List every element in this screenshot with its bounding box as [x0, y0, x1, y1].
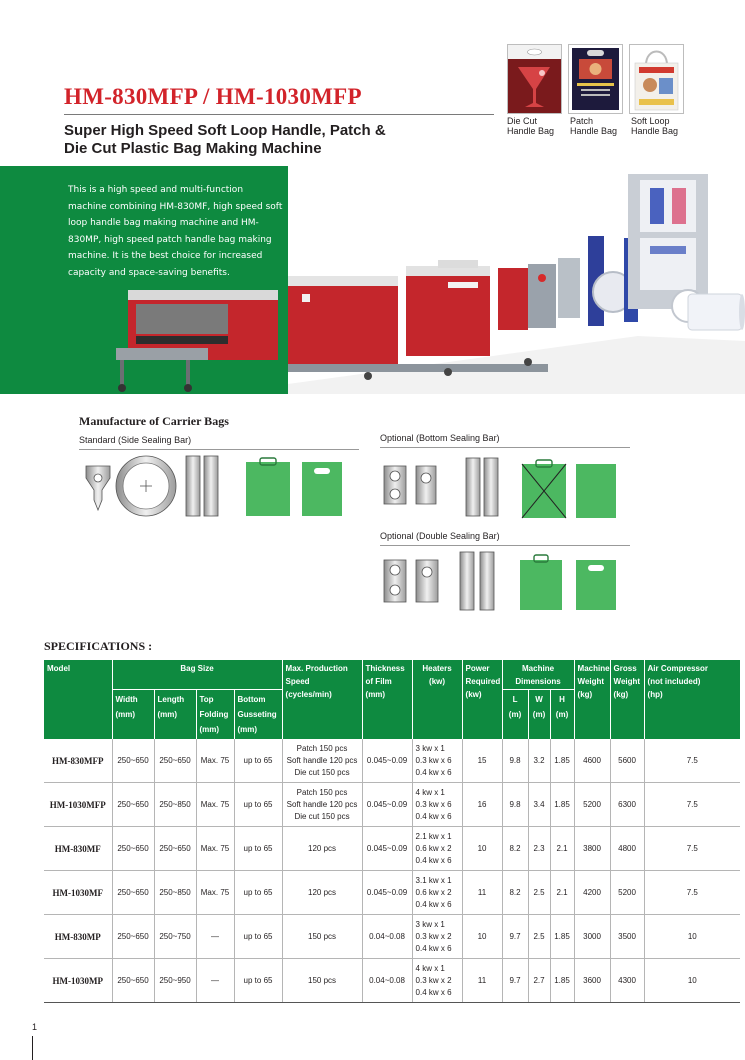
cell-w: 3.2	[528, 739, 550, 783]
cell-model: HM-1030MF	[44, 871, 112, 915]
manufacture-title: Manufacture of Carrier Bags	[79, 414, 229, 428]
table-row	[44, 915, 740, 959]
cell-h: 2.1	[550, 871, 574, 915]
cell-machine-weight: 3600	[574, 959, 610, 1003]
cell-line: 0.4 kw x 6	[415, 811, 452, 821]
patch-bag-photo	[568, 44, 623, 114]
col-machine-weight: Machine Weight (kg)	[574, 660, 610, 739]
cell-line: Soft handle 120 pcs	[286, 755, 358, 765]
die-cut-bag-photo	[507, 44, 562, 114]
optional-double-label: Optional (Double Sealing Bar)	[380, 531, 500, 541]
cell-power: 10	[462, 827, 502, 871]
col-heaters: Heaters (kw)	[412, 660, 462, 739]
cell-air: 7.5	[644, 739, 740, 783]
cell-line: 120 pcs	[308, 843, 337, 853]
soft-loop-bag-caption: Soft Loop Handle Bag	[631, 116, 679, 136]
cell-thickness: 0.04~0.08	[362, 959, 412, 1003]
cell-bottom-gusseting: up to 65	[234, 959, 282, 1003]
cell-heaters	[412, 871, 462, 915]
cell-line: 0.3 kw x 6	[415, 799, 452, 809]
punch-plate-icon	[384, 466, 406, 504]
header-row-1	[44, 660, 740, 690]
soft-loop-bag-icon	[520, 555, 562, 610]
die-cut-bag-icon	[302, 462, 342, 516]
cell-line: 0.3 kw x 2	[415, 931, 452, 941]
cell-w: 2.7	[528, 959, 550, 1003]
cell-width: 250~650	[112, 783, 154, 827]
cell-heaters	[412, 959, 462, 1003]
cell-power: 10	[462, 915, 502, 959]
cell-gross-weight: 3500	[610, 915, 644, 959]
cell-air: 10	[644, 915, 740, 959]
cell-h: 1.85	[550, 959, 574, 1003]
cell-heaters	[412, 783, 462, 827]
cell-gross-weight: 4800	[610, 827, 644, 871]
cell-model: HM-830MF	[44, 827, 112, 871]
cell-w: 2.5	[528, 915, 550, 959]
cell-heaters	[412, 739, 462, 783]
table-row	[44, 959, 740, 1003]
cell-air: 10	[644, 959, 740, 1003]
col-top-folding: Top Folding (mm)	[196, 690, 234, 740]
cell-line: 0.6 kw x 2	[415, 843, 452, 853]
cell-bottom-gusseting: up to 65	[234, 915, 282, 959]
col-power: Power Required (kw)	[462, 660, 502, 739]
cell-model: HM-1030MP	[44, 959, 112, 1003]
cell-line: Die cut 150 pcs	[294, 767, 350, 777]
cell-line: 4 kw x 1	[415, 787, 445, 797]
cell-w: 3.4	[528, 783, 550, 827]
cell-length: 250~650	[154, 827, 196, 871]
cell-thickness: 0.045~0.09	[362, 871, 412, 915]
cell-model: HM-830MFP	[44, 739, 112, 783]
optional-bottom-divider	[380, 447, 630, 448]
cell-top-folding: Max. 75	[196, 827, 234, 871]
cell-line: 0.4 kw x 6	[415, 987, 452, 997]
col-thickness: Thickness of Film (mm)	[362, 660, 412, 739]
col-machine-dimensions: Machine Dimensions	[502, 660, 574, 690]
page-title: HM-830MFP / HM-1030MFP	[64, 84, 362, 109]
table-row	[44, 783, 740, 827]
cell-line: Soft handle 120 pcs	[286, 799, 358, 809]
cell-width: 250~650	[112, 739, 154, 783]
cell-l: 9.8	[502, 783, 528, 827]
cell-thickness: 0.045~0.09	[362, 739, 412, 783]
cell-bottom-gusseting: up to 65	[234, 739, 282, 783]
optional-bottom-label: Optional (Bottom Sealing Bar)	[380, 433, 500, 443]
cell-l: 9.7	[502, 915, 528, 959]
double-sealing-bar-icon	[460, 552, 494, 610]
cell-line: Die cut 150 pcs	[294, 811, 350, 821]
col-model: Model	[44, 660, 112, 739]
specifications-table	[44, 660, 740, 1003]
cell-l: 9.8	[502, 739, 528, 783]
optional-double-divider	[380, 545, 630, 546]
cell-machine-weight: 3000	[574, 915, 610, 959]
cell-h: 1.85	[550, 739, 574, 783]
col-length: Length (mm)	[154, 690, 196, 740]
page-number: 1	[32, 1022, 38, 1032]
cell-bottom-gusseting: up to 65	[234, 871, 282, 915]
cell-line: 2.1 kw x 1	[415, 831, 452, 841]
col-width: Width (mm)	[112, 690, 154, 740]
cell-w: 2.5	[528, 871, 550, 915]
specifications-title: SPECIFICATIONS :	[44, 639, 153, 653]
cell-machine-weight: 4600	[574, 739, 610, 783]
cell-width: 250~650	[112, 871, 154, 915]
cell-thickness: 0.04~0.08	[362, 915, 412, 959]
cell-heaters	[412, 915, 462, 959]
table-row	[44, 739, 740, 783]
cell-power: 15	[462, 739, 502, 783]
cell-air: 7.5	[644, 783, 740, 827]
col-max-production: Max. Production Speed (cycles/min)	[282, 660, 362, 739]
optional-double-process-diagram	[380, 550, 620, 612]
cell-line: 4 kw x 1	[415, 963, 445, 973]
cell-line: 3 kw x 1	[415, 919, 445, 929]
cell-power: 11	[462, 871, 502, 915]
standard-divider	[79, 449, 359, 450]
col-bottom-gusseting: Bottom Gusseting (mm)	[234, 690, 282, 740]
cell-l: 9.7	[502, 959, 528, 1003]
cell-length: 250~850	[154, 871, 196, 915]
title-divider	[64, 114, 494, 115]
cell-speed	[282, 959, 362, 1003]
cell-width: 250~650	[112, 915, 154, 959]
cell-machine-weight: 5200	[574, 783, 610, 827]
cell-line: 0.4 kw x 6	[415, 767, 452, 777]
col-dim-w: W (m)	[528, 690, 550, 740]
page-subtitle	[64, 122, 444, 158]
standard-label: Standard (Side Sealing Bar)	[79, 435, 192, 445]
cell-speed	[282, 783, 362, 827]
plain-bag-icon	[576, 464, 616, 518]
subtitle-line-1: Super High Speed Soft Loop Handle, Patch &	[64, 122, 386, 139]
cell-h: 1.85	[550, 783, 574, 827]
cell-width: 250~650	[112, 827, 154, 871]
cell-h: 1.85	[550, 915, 574, 959]
cell-top-folding: Max. 75	[196, 783, 234, 827]
cell-speed	[282, 915, 362, 959]
cell-l: 8.2	[502, 871, 528, 915]
col-dim-h: H (m)	[550, 690, 574, 740]
patch-bag-caption: Patch Handle Bag	[570, 116, 618, 136]
cell-top-folding: —	[196, 959, 234, 1003]
cell-top-folding: —	[196, 915, 234, 959]
cell-line: Patch 150 pcs	[296, 743, 348, 753]
cell-speed	[282, 871, 362, 915]
cell-top-folding: Max. 75	[196, 739, 234, 783]
col-dim-l: L (m)	[502, 690, 528, 740]
page-number-rule	[32, 1036, 33, 1060]
cell-w: 2.3	[528, 827, 550, 871]
cell-gross-weight: 5600	[610, 739, 644, 783]
specifications-body	[44, 739, 740, 1003]
cell-gross-weight: 6300	[610, 783, 644, 827]
hero-description: This is a high speed and multi-function machine combining HM-830MF, high speed soft loop handle bag making machine and HM-830MP, high speed patch handle bag making machine. It is the best choice for increased capacity and space-saving benefits.	[68, 185, 283, 278]
cell-bottom-gusseting: up to 65	[234, 783, 282, 827]
cell-thickness: 0.045~0.09	[362, 827, 412, 871]
cell-air: 7.5	[644, 871, 740, 915]
cell-speed	[282, 739, 362, 783]
cell-machine-weight: 3800	[574, 827, 610, 871]
crossed-bag-icon	[522, 460, 566, 518]
cell-power: 16	[462, 783, 502, 827]
cell-line: 3.1 kw x 1	[415, 875, 452, 885]
cell-length: 250~650	[154, 739, 196, 783]
knife-blade-icon	[86, 466, 110, 510]
cell-line: 0.3 kw x 2	[415, 975, 452, 985]
standard-process-diagram	[80, 452, 345, 532]
cell-length: 250~750	[154, 915, 196, 959]
subtitle-line-2: Die Cut Plastic Bag Making Machine	[64, 140, 322, 157]
cell-top-folding: Max. 75	[196, 871, 234, 915]
cell-line: 120 pcs	[308, 887, 337, 897]
soft-loop-bag-photo	[629, 44, 684, 114]
cell-power: 11	[462, 959, 502, 1003]
cell-width: 250~650	[112, 959, 154, 1003]
cell-line: 150 pcs	[308, 975, 337, 985]
cell-line: 0.4 kw x 6	[415, 943, 452, 953]
cell-line: 0.3 kw x 6	[415, 755, 452, 765]
cell-line: Patch 150 pcs	[296, 787, 348, 797]
cell-model: HM-1030MFP	[44, 783, 112, 827]
patch-handle-bag-icon	[246, 458, 290, 516]
cutter-plate-icon	[416, 466, 436, 504]
cell-line: 0.4 kw x 6	[415, 899, 452, 909]
double-punch-plate-icon	[384, 560, 406, 602]
cell-speed	[282, 827, 362, 871]
col-bag-size: Bag Size	[112, 660, 282, 690]
table-row	[44, 827, 740, 871]
cell-line: 3 kw x 1	[415, 743, 445, 753]
optional-bottom-process-diagram	[380, 452, 620, 522]
die-cut-result-bag-icon	[576, 560, 616, 610]
cell-bottom-gusseting: up to 65	[234, 827, 282, 871]
die-cut-bag-caption: Die Cut Handle Bag	[507, 116, 555, 136]
double-cutter-plate-icon	[416, 560, 438, 602]
cell-length: 250~850	[154, 783, 196, 827]
bottom-sealing-bar-icon	[466, 458, 498, 516]
cell-air: 7.5	[644, 827, 740, 871]
cell-line: 150 pcs	[308, 931, 337, 941]
cell-gross-weight: 5200	[610, 871, 644, 915]
table-row	[44, 871, 740, 915]
cell-thickness: 0.045~0.09	[362, 783, 412, 827]
cell-length: 250~950	[154, 959, 196, 1003]
cell-model: HM-830MP	[44, 915, 112, 959]
cell-machine-weight: 4200	[574, 871, 610, 915]
cell-gross-weight: 4300	[610, 959, 644, 1003]
machine-photo	[288, 166, 745, 394]
cell-h: 2.1	[550, 827, 574, 871]
sealing-disc-icon	[116, 456, 176, 516]
cell-l: 8.2	[502, 827, 528, 871]
col-gross-weight: Gross Weight (kg)	[610, 660, 644, 739]
cell-heaters	[412, 827, 462, 871]
cell-line: 0.6 kw x 2	[415, 887, 452, 897]
col-air-compressor: Air Compressor (not included) (hp)	[644, 660, 740, 739]
cell-line: 0.4 kw x 6	[415, 855, 452, 865]
sealing-bar-icon	[186, 456, 218, 516]
